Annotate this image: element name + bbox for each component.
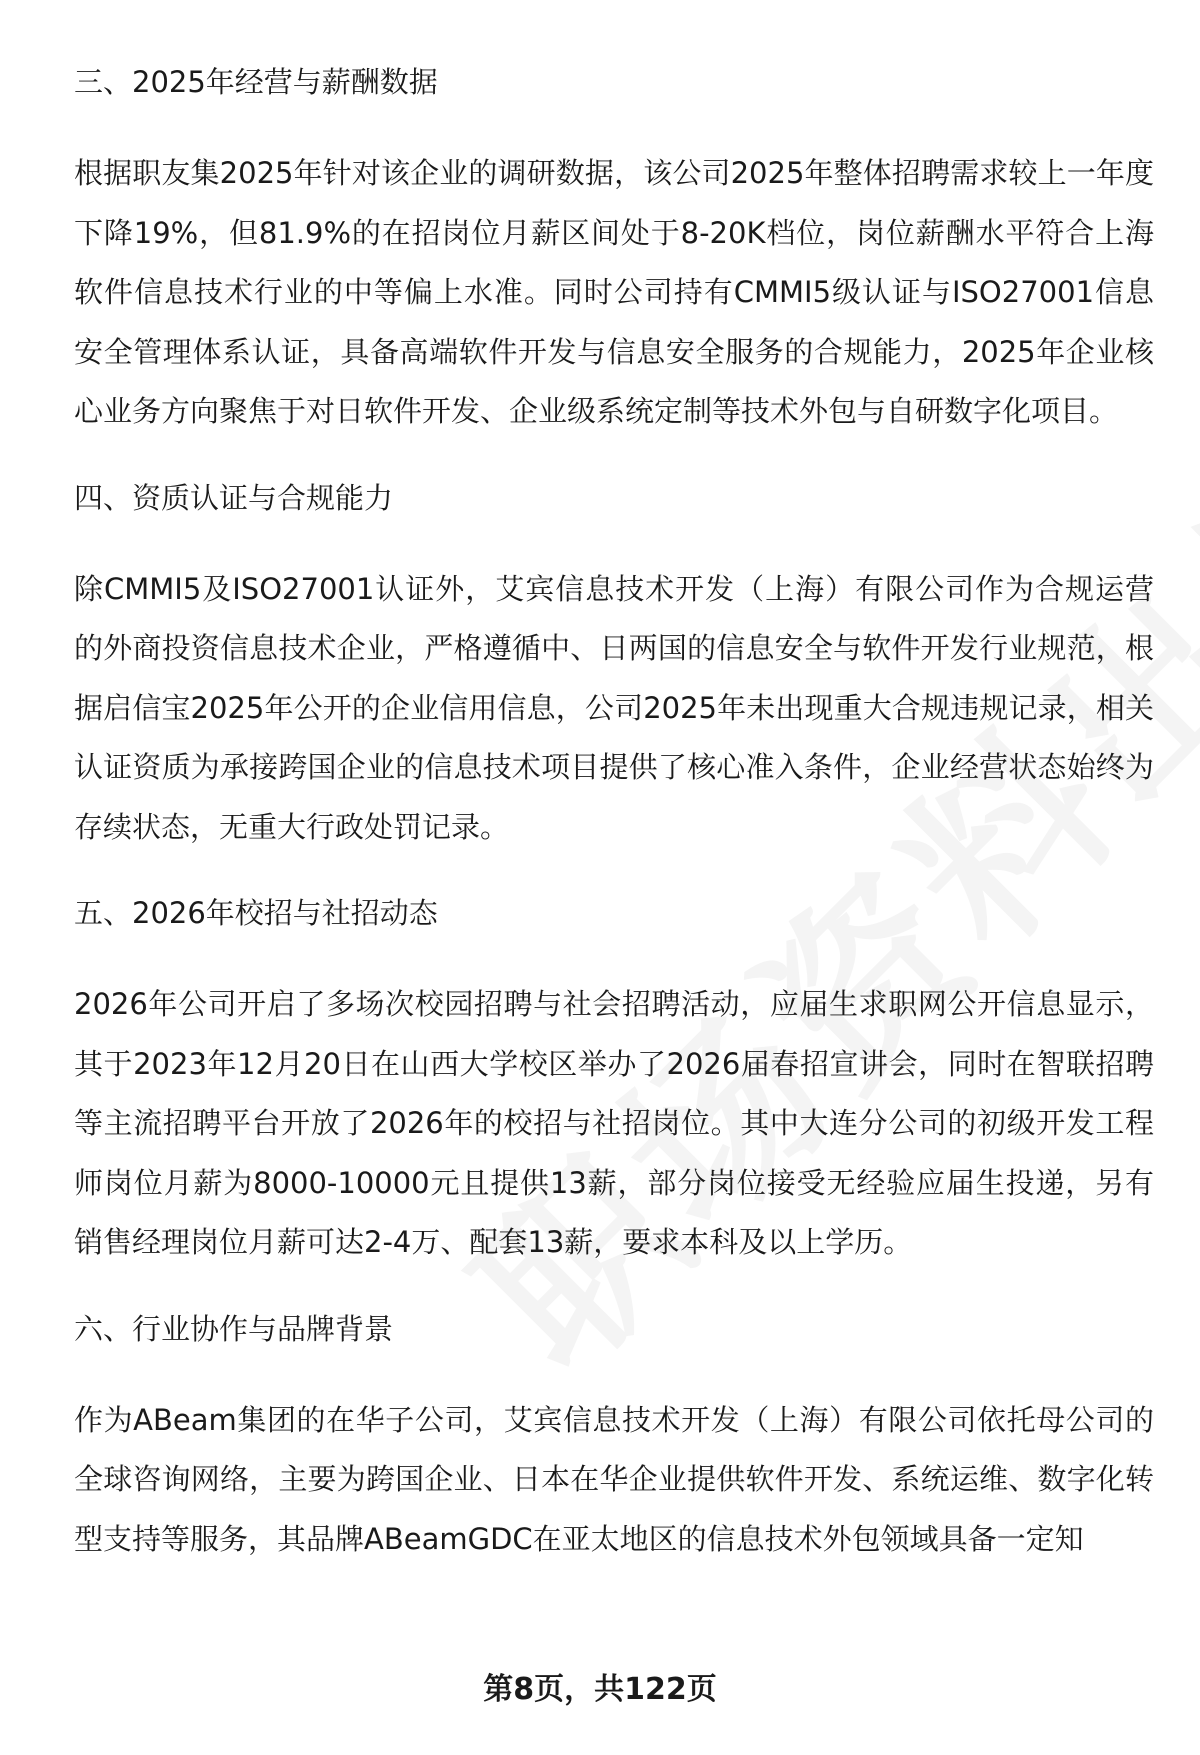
section-heading: 三、2025年经营与薪酬数据: [74, 65, 438, 99]
section-paragraph: 除CMMI5及ISO27001认证外，艾宾信息技术开发（上海）有限公司作为合规运营的外商投资信息技术企业，严格遵循中、日两国的信息安全与软件开发行业规范，根据启信宝2025年公开的企业信用信息，公司2025年未出现重大合规违规记录，相关认证资质为承接跨国企业的信息技术项目提供了核心准入条件，企业经营状态始终为存续状态，无重大行政处罚记录。: [74, 571, 1154, 844]
section-paragraph: 作为ABeam集团的在华子公司，艾宾信息技术开发（上海）有限公司依托母公司的全球咨询网络，主要为跨国企业、日本在华企业提供软件开发、系统运维、数字化转型支持等服务，其品牌ABeamGDC在亚太地区的信息技术外包领域具备一定知: [74, 1402, 1154, 1556]
section-paragraph: 根据职友集2025年针对该企业的调研数据，该公司2025年整体招聘需求较上一年度下降19%，但81.9%的在招岗位月薪区间处于8-20K档位，岗位薪酬水平符合上海软件信息技术行业的中等偏上水准。同时公司持有CMMI5级认证与ISO27001信息安全管理体系认证，具备高端软件开发与信息安全服务的合规能力，2025年企业核心业务方向聚焦于对日软件开发、企业级系统定制等技术外包与自研数字化项目。: [74, 156, 1154, 428]
section-heading: 五、2026年校招与社招动态: [74, 896, 438, 930]
section-heading: 四、资质认证与合规能力: [74, 480, 394, 515]
section-paragraph: 2026年公司开启了多场次校园招聘与社会招聘活动，应届生求职网公开信息显示，其于2023年12月20日在山西大学校区举办了2026届春招宣讲会，同时在智联招聘等主流招聘平台开放了2026年的校招与社招岗位。其中大连分公司的初级开发工程师岗位月薪为8000-10000元且提供13薪，部分岗位接受无经验应届生投递，另有销售经理岗位月薪可达2-4万、配套13薪，要求本科及以上学历。: [74, 987, 1154, 1259]
page-number-footer: 第8页，共122页: [483, 1672, 717, 1707]
document-content: [74, 62, 1154, 1605]
section-heading: 六、行业协作与品牌背景: [74, 1311, 394, 1346]
